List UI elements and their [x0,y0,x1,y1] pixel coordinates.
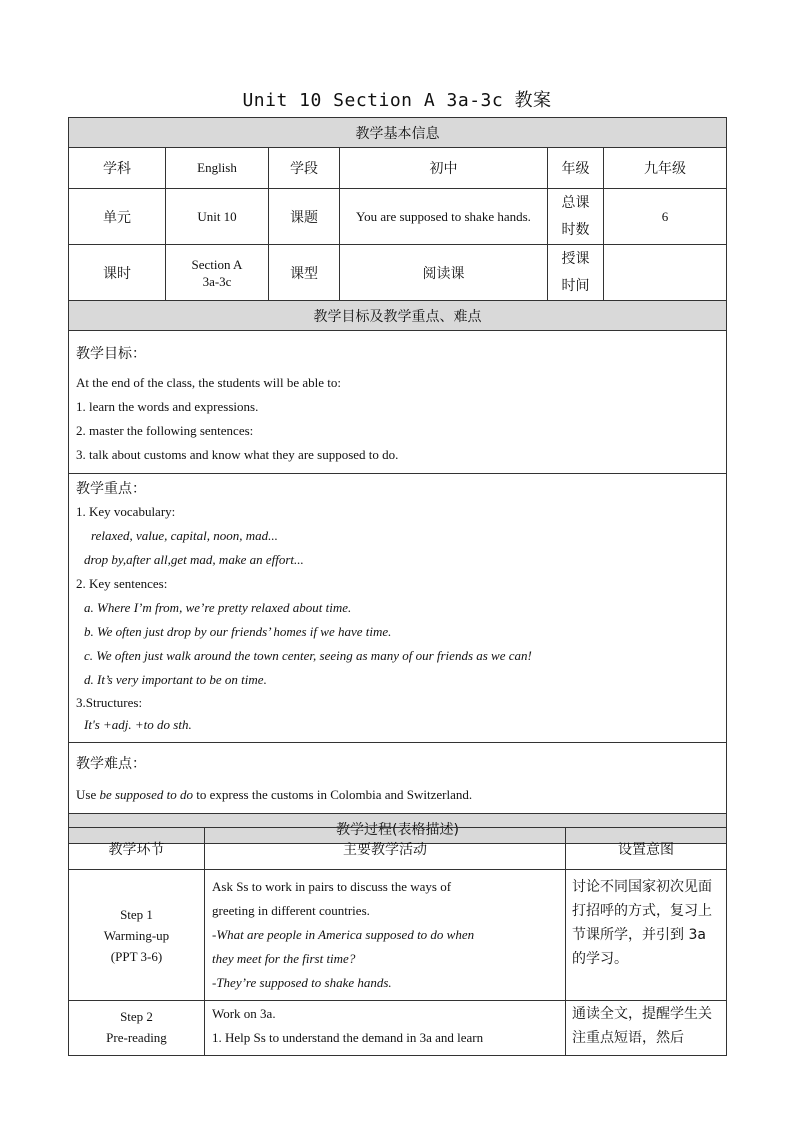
step2-stage: Step 2 Pre-reading [69,1001,205,1056]
unit-value: Unit 10 [166,189,269,245]
lesson-type-label: 课型 [269,245,340,301]
stage-label: 学段 [269,148,340,189]
subject-label: 学科 [69,148,166,189]
objective-line: At the end of the class, the students will be able to: [76,375,341,390]
basic-info-header: 教学基本信息 [69,118,727,148]
teaching-time-value [604,245,727,301]
unit-label: 单元 [69,189,166,245]
key-sentence: d. It’s very important to be on time. [84,672,267,687]
lesson-type-value: 阅读课 [340,245,548,301]
structure-line: It's +adj. +to do sth. [84,717,192,732]
difficult-points-section [69,743,727,814]
key-sentence: b. We often just drop by our friends’ homes if we have time. [84,624,392,639]
total-hours-value: 6 [604,189,727,245]
key-points-label: 教学重点： [76,481,146,497]
key-sentence: c. We often just walk around the town center, seeing as many of our friends as we can! [84,648,532,663]
lesson-plan-table [68,117,727,844]
document-title: Unit 10 Section A 3a-3c 教案 [242,90,552,111]
topic-value: You are supposed to shake hands. [340,189,548,245]
col-stage: 教学环节 [69,828,205,870]
process-header: 教学过程(表格描述) [69,814,727,844]
goals-header: 教学目标及教学重点、难点 [69,301,727,331]
objectives-label: 教学目标： [76,346,146,362]
grade-value: 九年级 [604,148,727,189]
step1-activity: Ask Ss to work in pairs to discuss the ways of greeting in different countries. -What are people in America supposed to do when they meet for the first time? -They’re supposed to shake hands. [205,870,566,1001]
difficult-points-text: Use be supposed to do to express the customs in Colombia and Switzerland. [76,787,473,802]
teaching-time-label: 授课 时间 [548,245,604,301]
period-value: Section A 3a-3c [166,245,269,301]
subject-value: English [166,148,269,189]
step1-purpose: 讨论不同国家初次见面打招呼的方式，复习上节课所学，并引到 3a 的学习。 [566,870,727,1001]
total-hours-label: 总课 时数 [548,189,604,245]
key-vocab-title: 1. Key vocabulary: [76,504,176,519]
step1-stage: Step 1 Warming-up (PPT 3-6) [69,870,205,1001]
step2-activity: Work on 3a. 1. Help Ss to understand the demand in 3a and learn [205,1001,566,1056]
period-label: 课时 [69,245,166,301]
key-sentence: a. Where I’m from, we’re pretty relaxed about time. [84,600,352,615]
key-vocab-phrases: drop by,after all,get mad, make an effort... [84,552,304,567]
step2-purpose: 通读全文，提醒学生关注重点短语，然后 [566,1001,727,1056]
objectives-section [69,331,727,474]
grade-label: 年级 [548,148,604,189]
key-sentences-title: 2. Key sentences: [76,576,168,591]
col-purpose: 设置意图 [566,828,727,870]
structures-title: 3.Structures: [76,695,143,710]
difficult-points-label: 教学难点： [76,756,146,772]
key-points-section [69,474,727,743]
objective-line: 1. learn the words and expressions. [76,399,259,414]
process-table [68,827,727,1056]
key-vocab-words: relaxed, value, capital, noon, mad... [91,528,278,543]
col-activity: 主要教学活动 [205,828,566,870]
objective-line: 3. talk about customs and know what they are supposed to do. [76,447,399,462]
objective-line: 2. master the following sentences: [76,423,254,438]
topic-label: 课题 [269,189,340,245]
stage-value: 初中 [340,148,548,189]
